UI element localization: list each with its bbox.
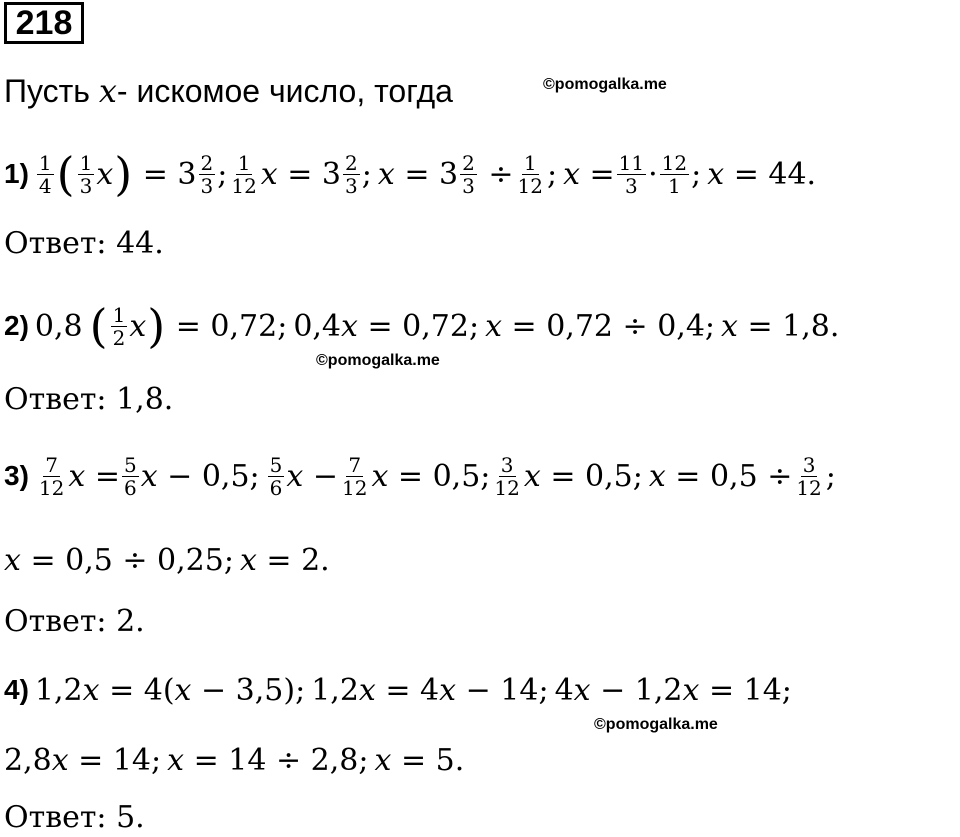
problem-number: 218 [4,2,84,44]
label-2: 2) [4,310,29,341]
solution-1: 1) 1 4 ( 1 3 x ) = 3 2 3 ; 1 12 x = 3 2 3 ; x = 3 2 3 ÷ 1 12 ; x = 11 3 · 12 1 ; x = 44. [4,147,817,201]
solution-4-line-1: 4) 1,2 x = 4( x − 3,5); 1,2 x = 4 x − 14; 4 x − 1,2 x = 14; [4,672,792,708]
solution-2: 2) 0,8 ( 1 2 x ) = 0,72; 0,4 x = 0,72; x = 0,72 ÷ 0,4; x = 1,8. [4,299,840,353]
intro-line [4,72,453,110]
watermark-3: ©pomogalka.me [594,716,718,733]
intro-rest: - искомое число, тогда [116,73,453,109]
label-1: 1) [4,158,29,189]
label-4: 4) [4,674,29,705]
answer-2: Ответ: 1,8. [4,382,174,417]
watermark-2: ©pomogalka.me [316,352,440,369]
answer-3: Ответ: 2. [4,604,145,639]
solution-3-line-2: x = 0,5 ÷ 0,25; x = 2. [4,542,330,578]
watermark-1: ©pomogalka.me [543,76,667,93]
label-3: 3) [4,460,29,491]
answer-1: Ответ: 44. [4,226,164,261]
intro-var: x [98,72,117,110]
intro-text: Пусть [4,73,99,109]
answer-4: Ответ: 5. [4,800,145,835]
solution-4-line-2: 2,8 x = 14; x = 14 ÷ 2,8; x = 5. [4,742,465,778]
solution-3-line-1: 3) 7 12 x = 5 6 x − 0,5; 5 6 x − 7 12 x = 0,5; 3 12 x = 0,5; x = 0,5 ÷ 3 12 ; [4,452,836,500]
